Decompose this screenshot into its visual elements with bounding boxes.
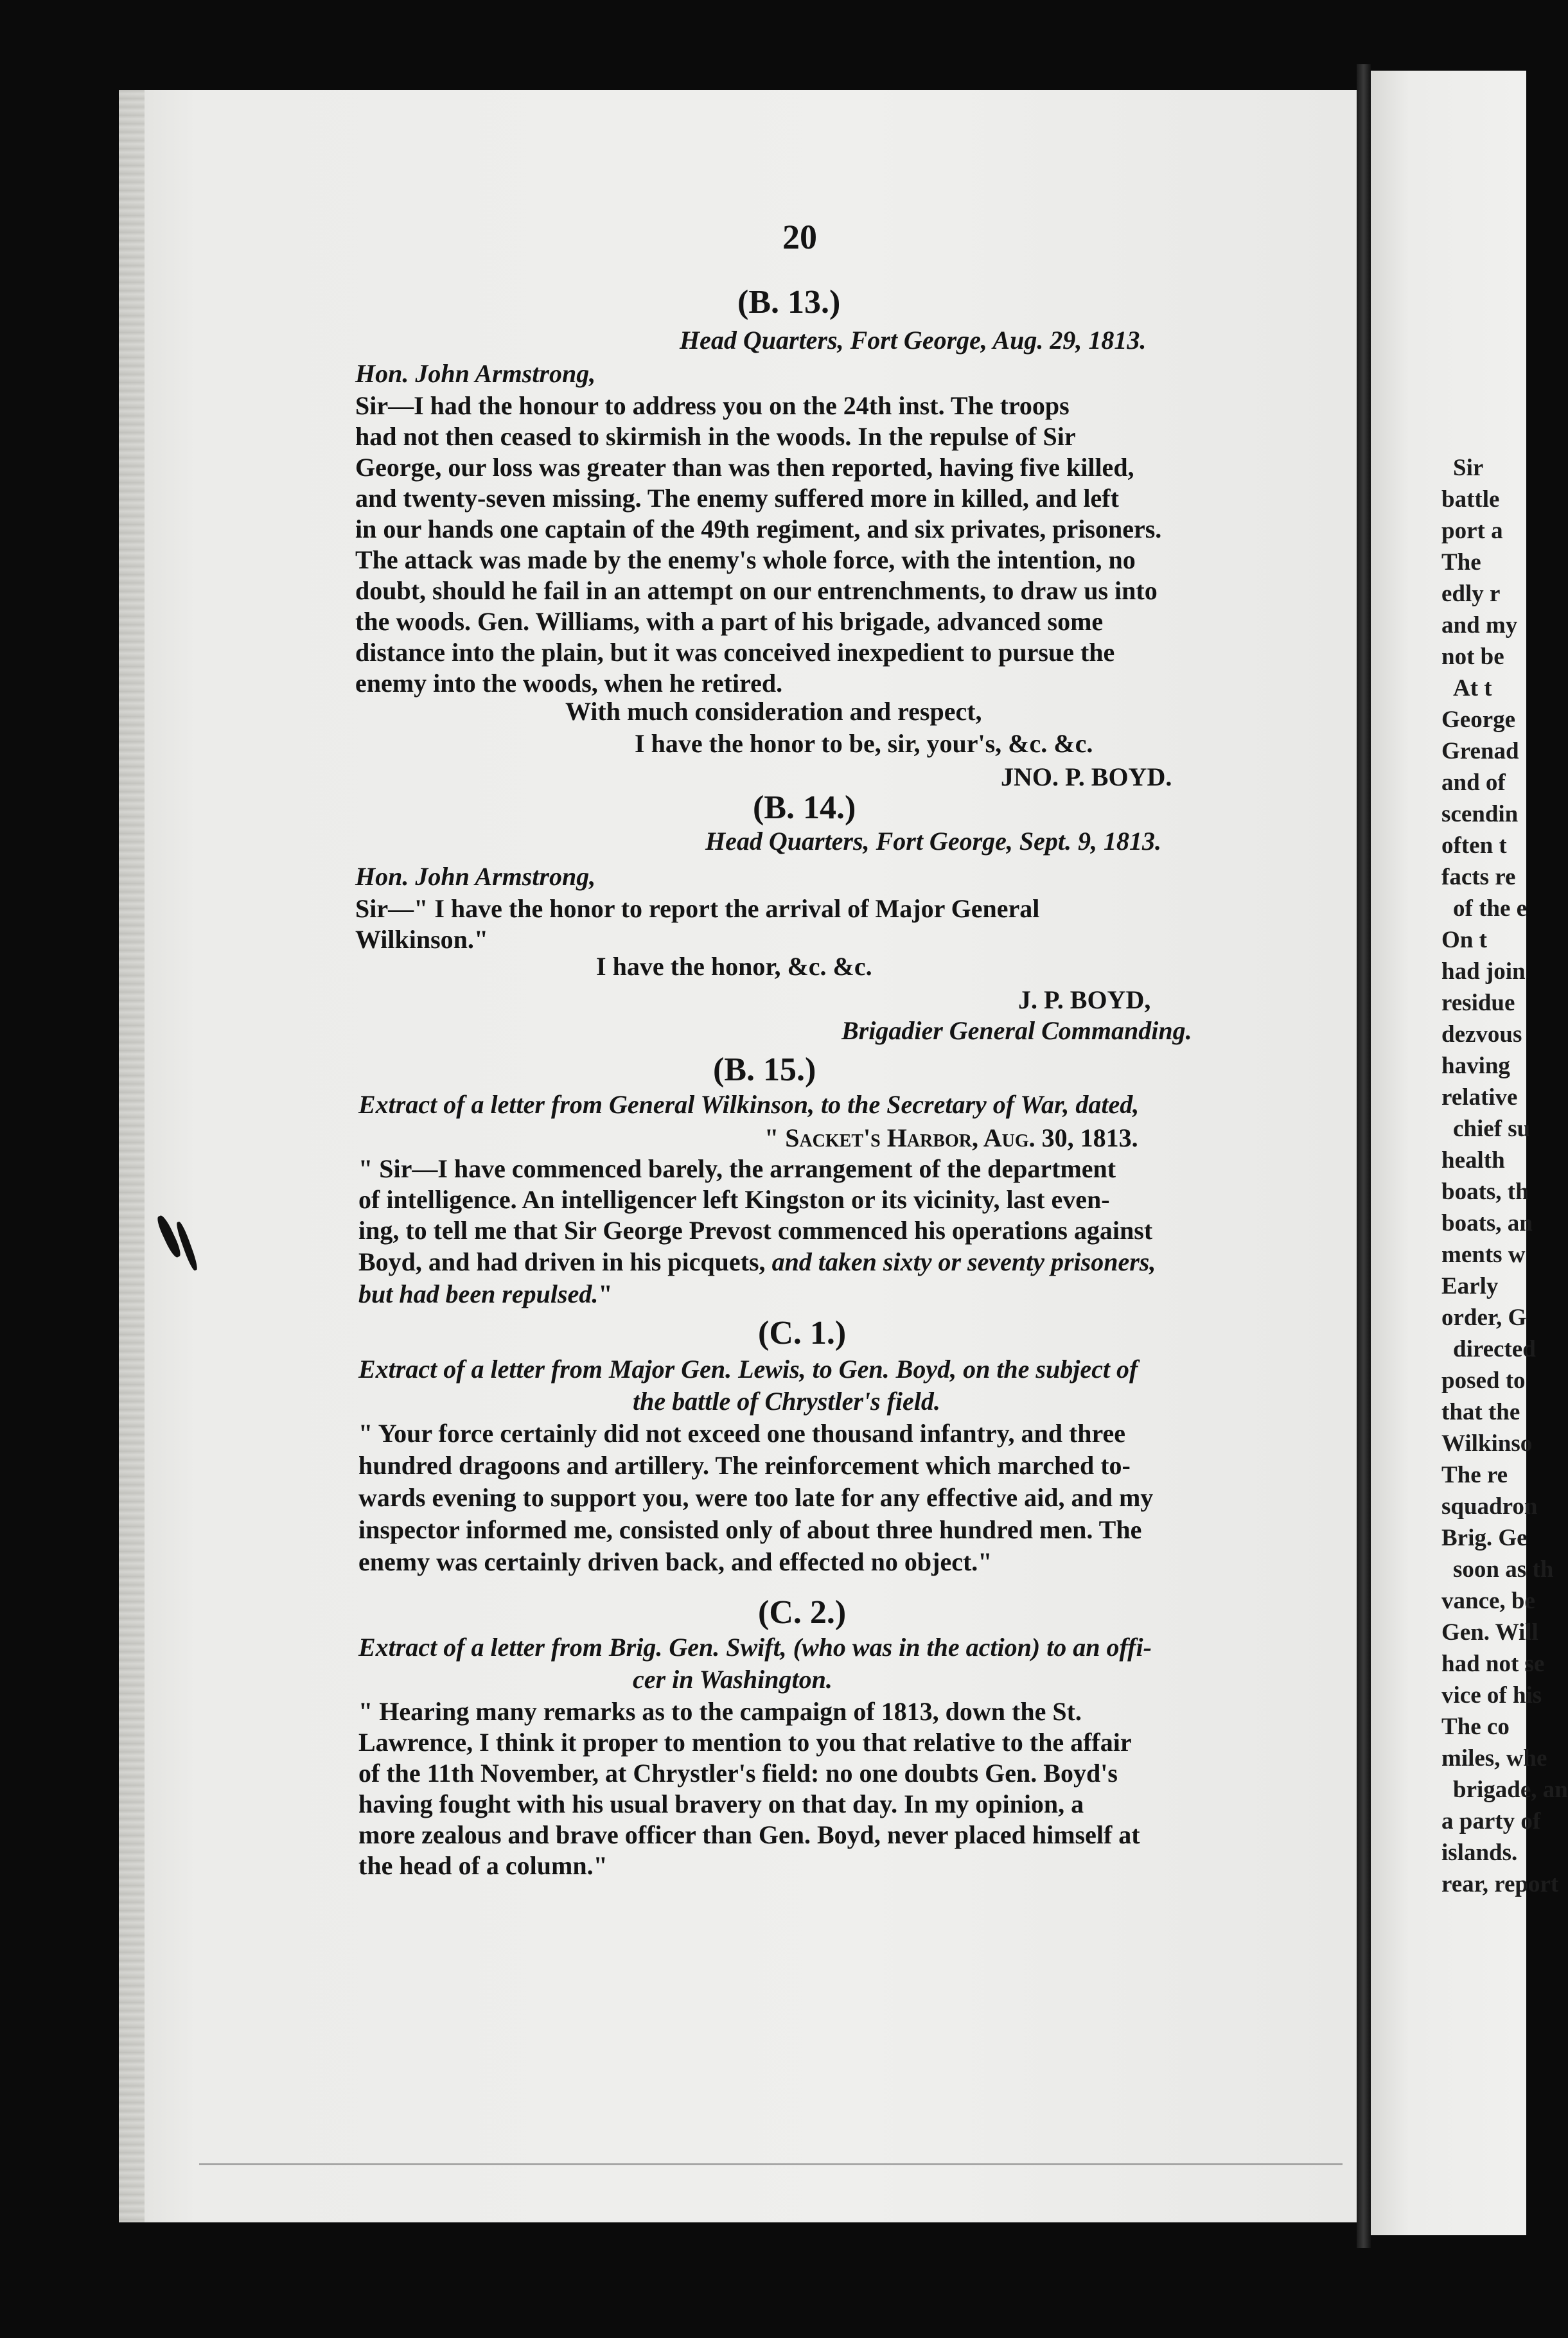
facing-page-fragment: residue (1441, 990, 1515, 1016)
facing-page-fragment: miles, whe (1441, 1745, 1547, 1771)
book-gutter (1357, 64, 1371, 2248)
b13-signature: JNO. P. BOYD. (1001, 762, 1172, 791)
b15-line-4 (358, 1249, 1156, 1275)
facing-page-fragment: that the (1441, 1399, 1520, 1425)
text-line: having fought with his usual bravery on that day. In my opinion, a (358, 1789, 1084, 1818)
c2-intro-1: Extract of a letter from Brig. Gen. Swift, (who was in the action) to an offi- (358, 1633, 1152, 1662)
text-line: inspector informed me, consisted only of about three hundred men. The (358, 1515, 1142, 1544)
facing-page-fragment: The co (1441, 1714, 1510, 1740)
c2-heading: (C. 2.) (758, 1594, 847, 1631)
facing-page-fragment: facts re (1441, 864, 1516, 890)
text-line: Sir—" I have the honor to report the arrival of Major General (355, 894, 1040, 923)
facing-page-fragment: The re (1441, 1462, 1508, 1488)
facing-page-fragment: order, G (1441, 1305, 1527, 1331)
facing-page-fragment: had join (1441, 958, 1526, 985)
facing-page-fragment: ments w (1441, 1242, 1526, 1268)
text-line: enemy was certainly driven back, and effected no object." (358, 1547, 992, 1576)
c1-intro-2: the battle of Chrystler's field. (633, 1387, 940, 1416)
b15-line-4-plain: Boyd, and had driven in his picquets, (358, 1247, 772, 1276)
text-line: wards evening to support you, were too late for any effective aid, and my (358, 1483, 1154, 1512)
facing-page-fragment: soon as th (1453, 1556, 1554, 1583)
b13-salutation: Hon. John Armstrong, (355, 359, 596, 388)
text-line: in our hands one captain of the 49th regiment, and six privates, prisoners. (355, 514, 1162, 543)
facing-page-fragment: had not se (1441, 1651, 1545, 1677)
c1-heading: (C. 1.) (758, 1315, 847, 1351)
facing-page-fragment: vice of his (1441, 1682, 1542, 1709)
text-line: " Sir—I have commenced barely, the arrangement of the department (358, 1154, 1116, 1183)
b14-salutation: Hon. John Armstrong, (355, 862, 596, 891)
text-line: had not then ceased to skirmish in the woods. In the repulse of Sir (355, 422, 1076, 451)
b15-intro-2: " Sacket's Harbor, Aug. 30, 1813. (764, 1123, 1138, 1152)
facing-page-fragment: chief su (1453, 1116, 1531, 1142)
b14-signature: J. P. BOYD, (1018, 985, 1151, 1014)
facing-page-fragment: and my (1441, 612, 1518, 638)
facing-page-fragment: of the e (1453, 895, 1528, 922)
text-line: enemy into the woods, when he retired. (355, 669, 783, 698)
facing-page-fragment: a party of (1441, 1808, 1541, 1834)
text-line: The attack was made by the enemy's whole force, with the intention, no (355, 545, 1136, 574)
text-line: Lawrence, I think it proper to mention to you that relative to the affair (358, 1728, 1132, 1757)
b14-title: Brigadier General Commanding. (841, 1016, 1192, 1045)
b15-intro-1: Extract of a letter from General Wilkinson, to the Secretary of War, dated, (358, 1090, 1140, 1119)
b14-closing: I have the honor, &c. &c. (596, 952, 872, 981)
facing-page-fragment: George (1441, 707, 1516, 733)
b15-line-5-plain: " (598, 1279, 613, 1308)
b15-line-5 (358, 1281, 613, 1307)
facing-page (1371, 71, 1568, 2235)
text-line: Sir—I had the honour to address you on the 24th inst. The troops (355, 391, 1070, 420)
facing-page-fragment: scendin (1441, 801, 1519, 827)
text-line: hundred dragoons and artillery. The reinforcement which marched to- (358, 1451, 1131, 1480)
b15-line-4-italic: and taken sixty or seventy prisoners, (771, 1247, 1156, 1276)
facing-page-fragment: Early (1441, 1273, 1499, 1299)
facing-page-fragment: At t (1453, 675, 1492, 701)
text-line: of intelligence. An intelligencer left Kingston or its vicinity, last even- (358, 1185, 1110, 1214)
text-line: the woods. Gen. Williams, with a part of his brigade, advanced some (355, 607, 1104, 636)
facing-page-fragment: relative (1441, 1084, 1518, 1111)
text-line: " Hearing many remarks as to the campaign of 1813, down the St. (358, 1697, 1082, 1726)
facing-page-fragment: squadron (1441, 1493, 1538, 1520)
facing-page-fragment: edly r (1441, 581, 1501, 607)
facing-page-fragment: directed (1453, 1336, 1536, 1362)
text-line: and twenty-seven missing. The enemy suffered more in killed, and left (355, 484, 1119, 513)
facing-page-fragment: boats, an (1441, 1210, 1533, 1236)
text-line: doubt, should he fail in an attempt on our entrenchments, to draw us into (355, 576, 1158, 605)
text-line: the head of a column." (358, 1851, 608, 1880)
page-number: 20 (782, 218, 817, 256)
facing-page-fragment: not be (1441, 644, 1504, 670)
facing-page-fragment: battle (1441, 486, 1500, 513)
page-edge-shadow (119, 90, 145, 2222)
text-line: Wilkinson." (355, 925, 489, 954)
facing-page-fragment: port a (1441, 518, 1503, 544)
text-line: ing, to tell me that Sir George Prevost commenced his operations against (358, 1216, 1153, 1245)
facing-page-fragment: islands. (1441, 1840, 1518, 1866)
b14-dateline: Head Quarters, Fort George, Sept. 9, 1813. (705, 827, 1161, 856)
facing-page-fragment: rear, report (1441, 1871, 1559, 1897)
b13-heading: (B. 13.) (737, 284, 841, 321)
facing-page-fragment: On t (1441, 927, 1487, 953)
text-line: more zealous and brave officer than Gen. Boyd, never placed himself at (358, 1820, 1140, 1849)
b14-heading: (B. 14.) (753, 789, 856, 826)
c2-intro-2: cer in Washington. (633, 1665, 832, 1694)
facing-page-fragment: boats, th (1441, 1179, 1529, 1205)
b15-line-5-italic: but had been repulsed. (358, 1279, 599, 1308)
bottom-rule (199, 2163, 1343, 2165)
facing-page-fragment: having (1441, 1053, 1510, 1079)
facing-page-fragment: vance, be (1441, 1588, 1535, 1614)
facing-page-fragment: brigade, an (1453, 1777, 1568, 1803)
b13-dateline: Head Quarters, Fort George, Aug. 29, 1813. (680, 326, 1147, 355)
facing-page-fragment: often t (1441, 832, 1507, 859)
facing-page-fragment: dezvous (1441, 1021, 1522, 1048)
text-line: George, our loss was greater than was then reported, having five killed, (355, 453, 1134, 482)
facing-page-fragment: Gen. Will (1441, 1619, 1538, 1646)
facing-page-fragment: posed to (1441, 1367, 1526, 1394)
text-line: " Your force certainly did not exceed one thousand infantry, and three (358, 1419, 1126, 1448)
facing-page-fragment: Brig. Ge (1441, 1525, 1528, 1551)
c1-intro-1: Extract of a letter from Major Gen. Lewis, to Gen. Boyd, on the subject of (358, 1355, 1138, 1384)
b13-closing-1: With much consideration and respect, (565, 697, 982, 726)
facing-page-fragment: Sir (1453, 455, 1484, 481)
b13-closing-2: I have the honor to be, sir, your's, &c. &c. (635, 729, 1093, 758)
facing-page-fragment: The (1441, 549, 1481, 576)
facing-page-fragment: Wilkinso (1441, 1430, 1533, 1457)
facing-page-fragment: health (1441, 1147, 1505, 1173)
facing-page-fragment: Grenad (1441, 738, 1519, 764)
text-line: of the 11th November, at Chrystler's field: no one doubts Gen. Boyd's (358, 1759, 1118, 1788)
b15-heading: (B. 15.) (713, 1051, 816, 1088)
facing-page-fragment: and of (1441, 769, 1506, 796)
text-line: distance into the plain, but it was conceived inexpedient to pursue the (355, 638, 1115, 667)
